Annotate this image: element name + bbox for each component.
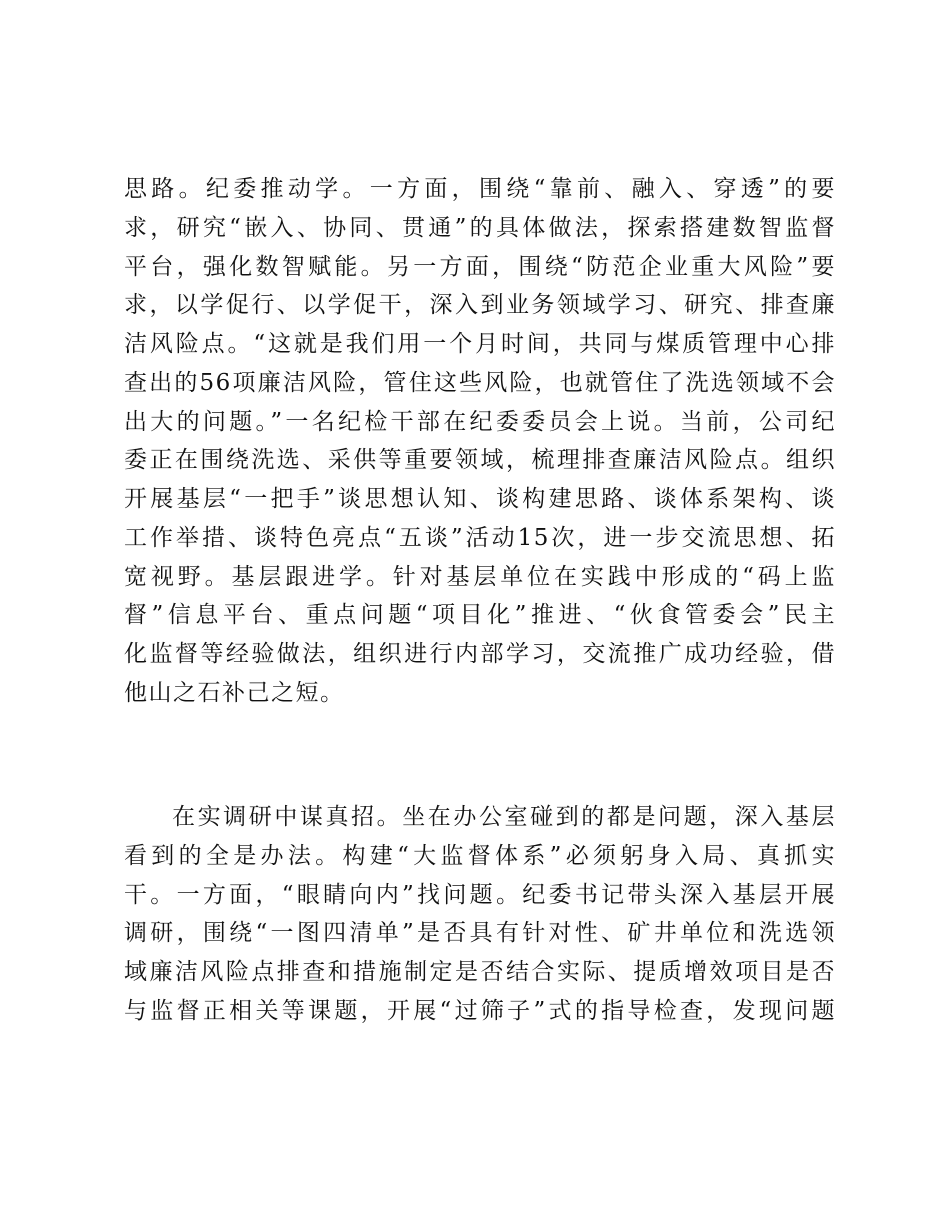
paragraph-line: 化监督等经验做法，组织进行内部学习，交流推广成功经验，借 — [124, 641, 836, 667]
paragraph-line: 在实调研中谋真招。坐在办公室碰到的都是问题，深入基层 — [172, 804, 836, 830]
paragraph-line: 与监督正相关等课题，开展“过筛子”式的指导检查，发现问题 — [124, 997, 836, 1024]
paragraph-line: 干。一方面，“眼睛向内”找问题。纪委书记带头深入基层开展 — [124, 881, 836, 908]
paragraph-line: 思路。纪委推动学。一方面，围绕“靠前、融入、穿透”的要 — [124, 176, 836, 202]
paragraph-line: 查出的56项廉洁风险，管住这些风险，也就管住了洗选领域不会 — [124, 369, 836, 396]
paragraph-line: 洁风险点。“这就是我们用一个月时间，共同与煤质管理中心排 — [124, 331, 836, 357]
paragraph-line: 求，研究“嵌入、协同、贯通”的具体做法，探索搭建数智监督 — [124, 214, 836, 241]
paragraph-line: 开展基层“一把手”谈思想认知、谈构建思路、谈体系架构、谈 — [124, 486, 836, 512]
paragraph-2 — [124, 798, 836, 1031]
paragraph-line: 委正在围绕洗选、采供等重要领域，梳理排查廉洁风险点。组织 — [124, 447, 836, 474]
paragraph-line: 他山之石补己之短。 — [124, 679, 345, 706]
paragraph-line: 看到的全是办法。构建“大监督体系”必须躬身入局、真抓实 — [124, 842, 836, 869]
paragraph-line: 域廉洁风险点排查和措施制定是否结合实际、提质增效项目是否 — [124, 959, 836, 985]
paragraph-line: 调研，围绕“一图四清单”是否具有针对性、矿井单位和洗选领 — [124, 920, 836, 947]
paragraph-line: 宽视野。基层跟进学。针对基层单位在实践中形成的“码上监 — [124, 563, 836, 590]
paragraph-line: 工作举措、谈特色亮点“五谈”活动15次，进一步交流思想、拓 — [124, 524, 836, 551]
paragraph-line: 出大的问题。”一名纪检干部在纪委委员会上说。当前，公司纪 — [124, 408, 836, 435]
paragraph-line: 求，以学促行、以学促干，深入到业务领域学习、研究、排查廉 — [124, 292, 836, 319]
paragraph-line: 督”信息平台、重点问题“项目化”推进、“伙食管委会”民主 — [124, 602, 836, 629]
paragraph-line: 平台，强化数智赋能。另一方面，围绕“防范企业重大风险”要 — [124, 253, 836, 280]
paragraph-1 — [124, 170, 836, 713]
